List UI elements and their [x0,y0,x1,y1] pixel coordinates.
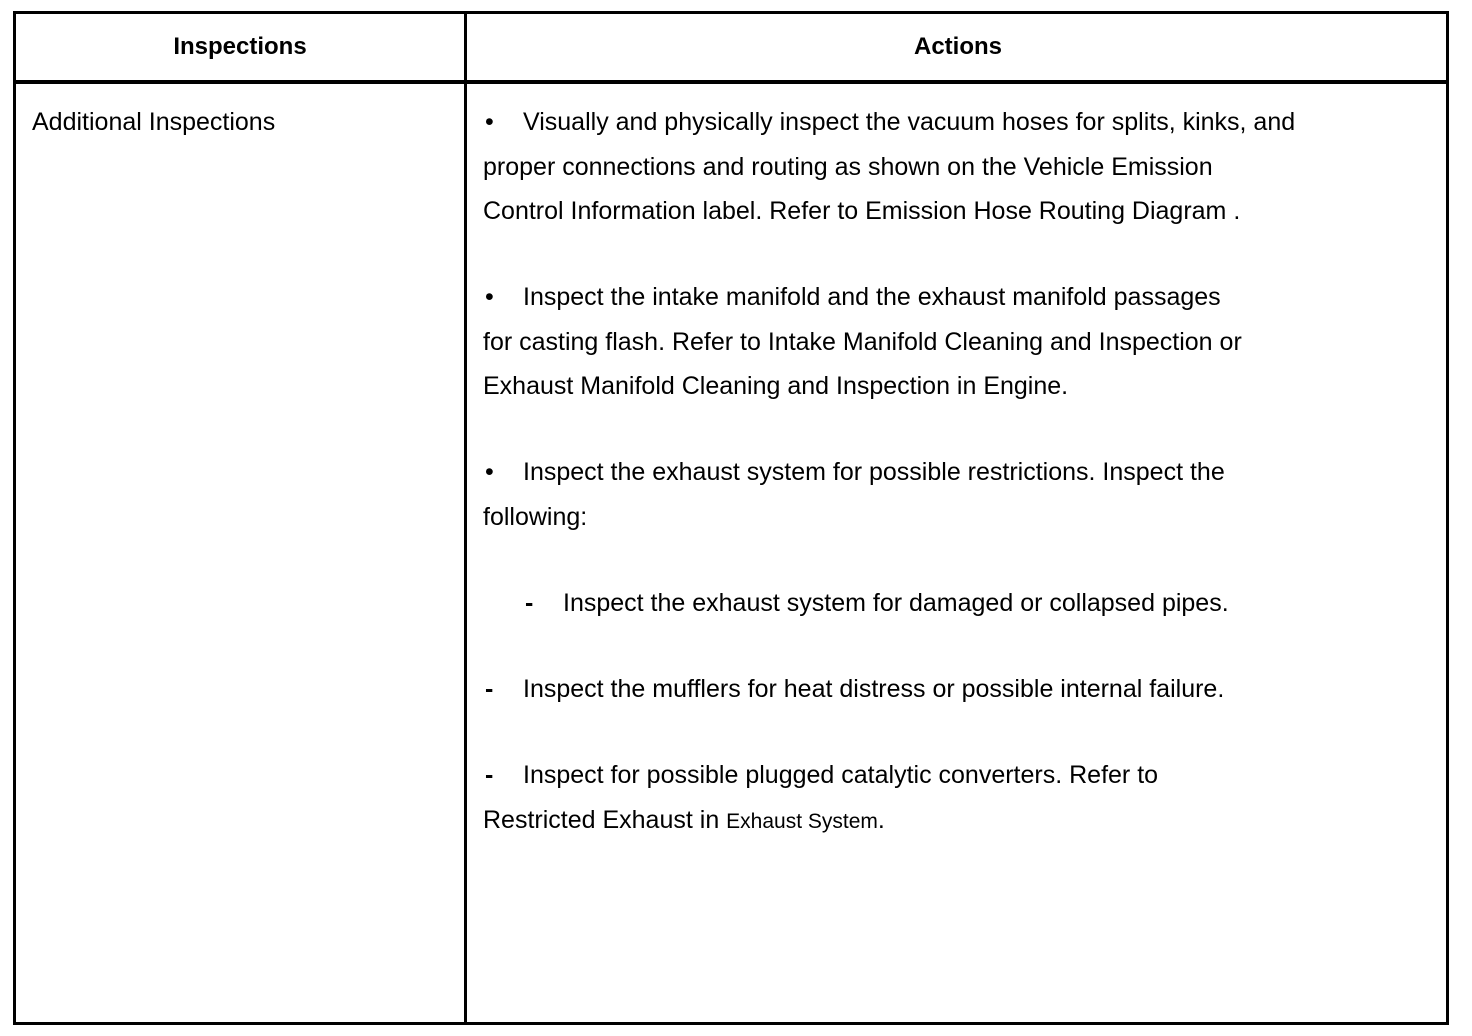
action-item-exhaust-restrictions [483,450,1225,539]
column-divider [464,14,467,1022]
bullet-marker: • [485,458,494,486]
action-line: for casting flash. Refer to Intake Manifold Cleaning and Inspection or [483,327,1242,356]
action-line: Inspect the mufflers for heat distress or possible internal failure. [523,675,1225,703]
action-subitem-pipes [483,581,1229,626]
header-divider [16,80,1446,84]
action-subitem-catalytic [483,753,1158,844]
action-line: Inspect the intake manifold and the exhaust manifold passages [523,283,1221,311]
action-line: Inspect the exhaust system for damaged or collapsed pipes. [563,589,1229,617]
bullet-marker: • [485,108,494,136]
action-line: Inspect for possible plugged catalytic converters. Refer to [523,761,1159,789]
action-line: proper connections and routing as shown on the Vehicle Emission [483,152,1213,181]
action-item-vacuum-hoses [483,100,1295,234]
header-inspections: Inspections [173,33,307,60]
action-line: following: [483,502,588,531]
header-actions: Actions [913,33,1002,60]
inspection-table [13,11,1449,1025]
dash-marker: - [485,675,494,703]
bullet-marker: • [485,283,494,311]
reference-link-exhaust-system[interactable]: Exhaust System [726,809,878,833]
dash-marker: - [485,761,494,789]
dash-marker: - [525,589,534,617]
trailing-period: . [877,805,885,834]
action-line: Inspect the exhaust system for possible restrictions. Inspect the [523,458,1225,486]
action-line: Exhaust Manifold Cleaning and Inspection in Engine. [483,372,1069,400]
action-subitem-mufflers [483,667,1224,712]
action-item-manifold-passages [483,275,1242,409]
action-line: Restricted Exhaust in [483,805,720,834]
action-line: Control Information label. Refer to Emission Hose Routing Diagram . [483,197,1241,225]
action-line: Visually and physically inspect the vacuum hoses for splits, kinks, and [523,108,1296,136]
inspection-label: Additional Inspections [32,108,276,136]
